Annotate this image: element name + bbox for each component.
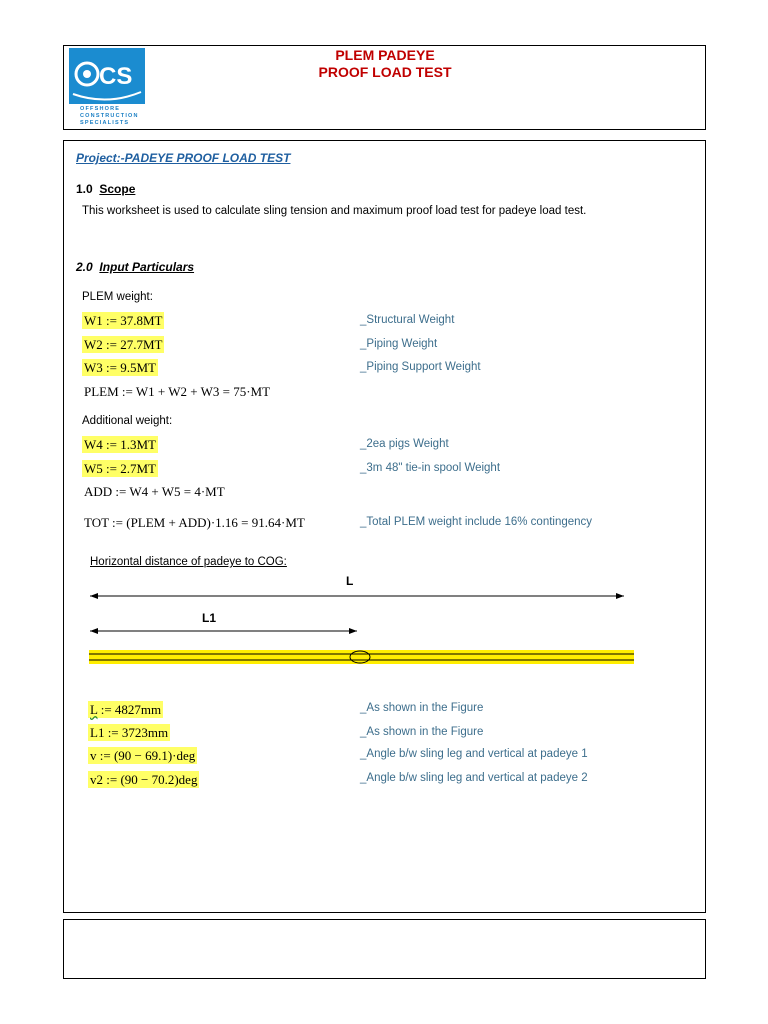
L-value: := 4827mm (97, 702, 162, 717)
tot-equation: TOT := (PLEM + ADD)·1.16 = 91.64·MT (84, 515, 305, 530)
arrow-L-right-icon (616, 593, 624, 599)
w4-equation: W4 := 1.3MT (84, 437, 156, 452)
label-L: L (346, 574, 354, 588)
title-line-1: PLEM PADEYE (335, 47, 435, 63)
tot-note: _Total PLEM weight include 16% contingency (360, 516, 593, 528)
cog-figure (80, 568, 650, 698)
L-note: _As shown in the Figure (360, 702, 484, 714)
plem-equation: PLEM := W1 + W2 + W3 = 75·MT (84, 384, 271, 399)
input-number: 2.0 (76, 260, 93, 274)
input-title: Input Particulars (99, 260, 195, 274)
L1-equation: L1 := 3723mm (90, 725, 169, 740)
project-title: Project:-PADEYE PROOF LOAD TEST (76, 151, 291, 165)
w5-note: _3m 48" tie-in spool Weight (360, 462, 501, 474)
footer-box (63, 919, 706, 979)
v2-note: _Angle b/w sling leg and vertical at padeye 2 (360, 772, 588, 784)
logo-subtitle: OFFSHORE CONSTRUCTION SPECIALISTS (80, 106, 139, 126)
plem-weight-label: PLEM weight: (82, 291, 153, 303)
L1-note: _As shown in the Figure (360, 726, 484, 738)
input-heading (76, 260, 194, 274)
arrow-L-left-icon (90, 593, 98, 599)
label-L1: L1 (202, 611, 217, 625)
title-line-2: PROOF LOAD TEST (318, 64, 452, 80)
logo-graphic (69, 48, 145, 104)
w2-equation: W2 := 27.7MT (84, 337, 163, 352)
v-equation: v := (90 − 69.1)·deg (90, 748, 196, 763)
L-variable: L (90, 702, 98, 717)
v-note: _Angle b/w sling leg and vertical at padeye 1 (360, 748, 588, 760)
company-logo (69, 48, 145, 104)
arrow-L1-left-icon (90, 628, 98, 634)
arrow-L1-right-icon (349, 628, 357, 634)
add-equation: ADD := W4 + W5 = 4·MT (84, 484, 225, 499)
w3-note: _Piping Support Weight (360, 361, 481, 373)
beam (89, 650, 634, 664)
scope-number: 1.0 (76, 182, 93, 196)
scope-title: Scope (99, 182, 136, 196)
scope-text: This worksheet is used to calculate sling tension and maximum proof load test for padeye load test. (82, 205, 587, 217)
figure-caption: Horizontal distance of padeye to COG: (90, 556, 287, 568)
w2-note: _Piping Weight (360, 338, 438, 350)
w4-note: _2ea pigs Weight (360, 438, 449, 450)
additional-weight-label: Additional weight: (82, 415, 173, 427)
w5-equation: W5 := 2.7MT (84, 461, 156, 476)
scope-heading (76, 182, 135, 196)
w1-note: _Structural Weight (360, 314, 455, 326)
w1-equation: W1 := 37.8MT (84, 313, 163, 328)
w3-equation: W3 := 9.5MT (84, 360, 156, 375)
L-equation (88, 701, 163, 718)
v2-equation: v2 := (90 − 70.2)deg (90, 772, 198, 787)
logo-text: CS (99, 63, 133, 90)
